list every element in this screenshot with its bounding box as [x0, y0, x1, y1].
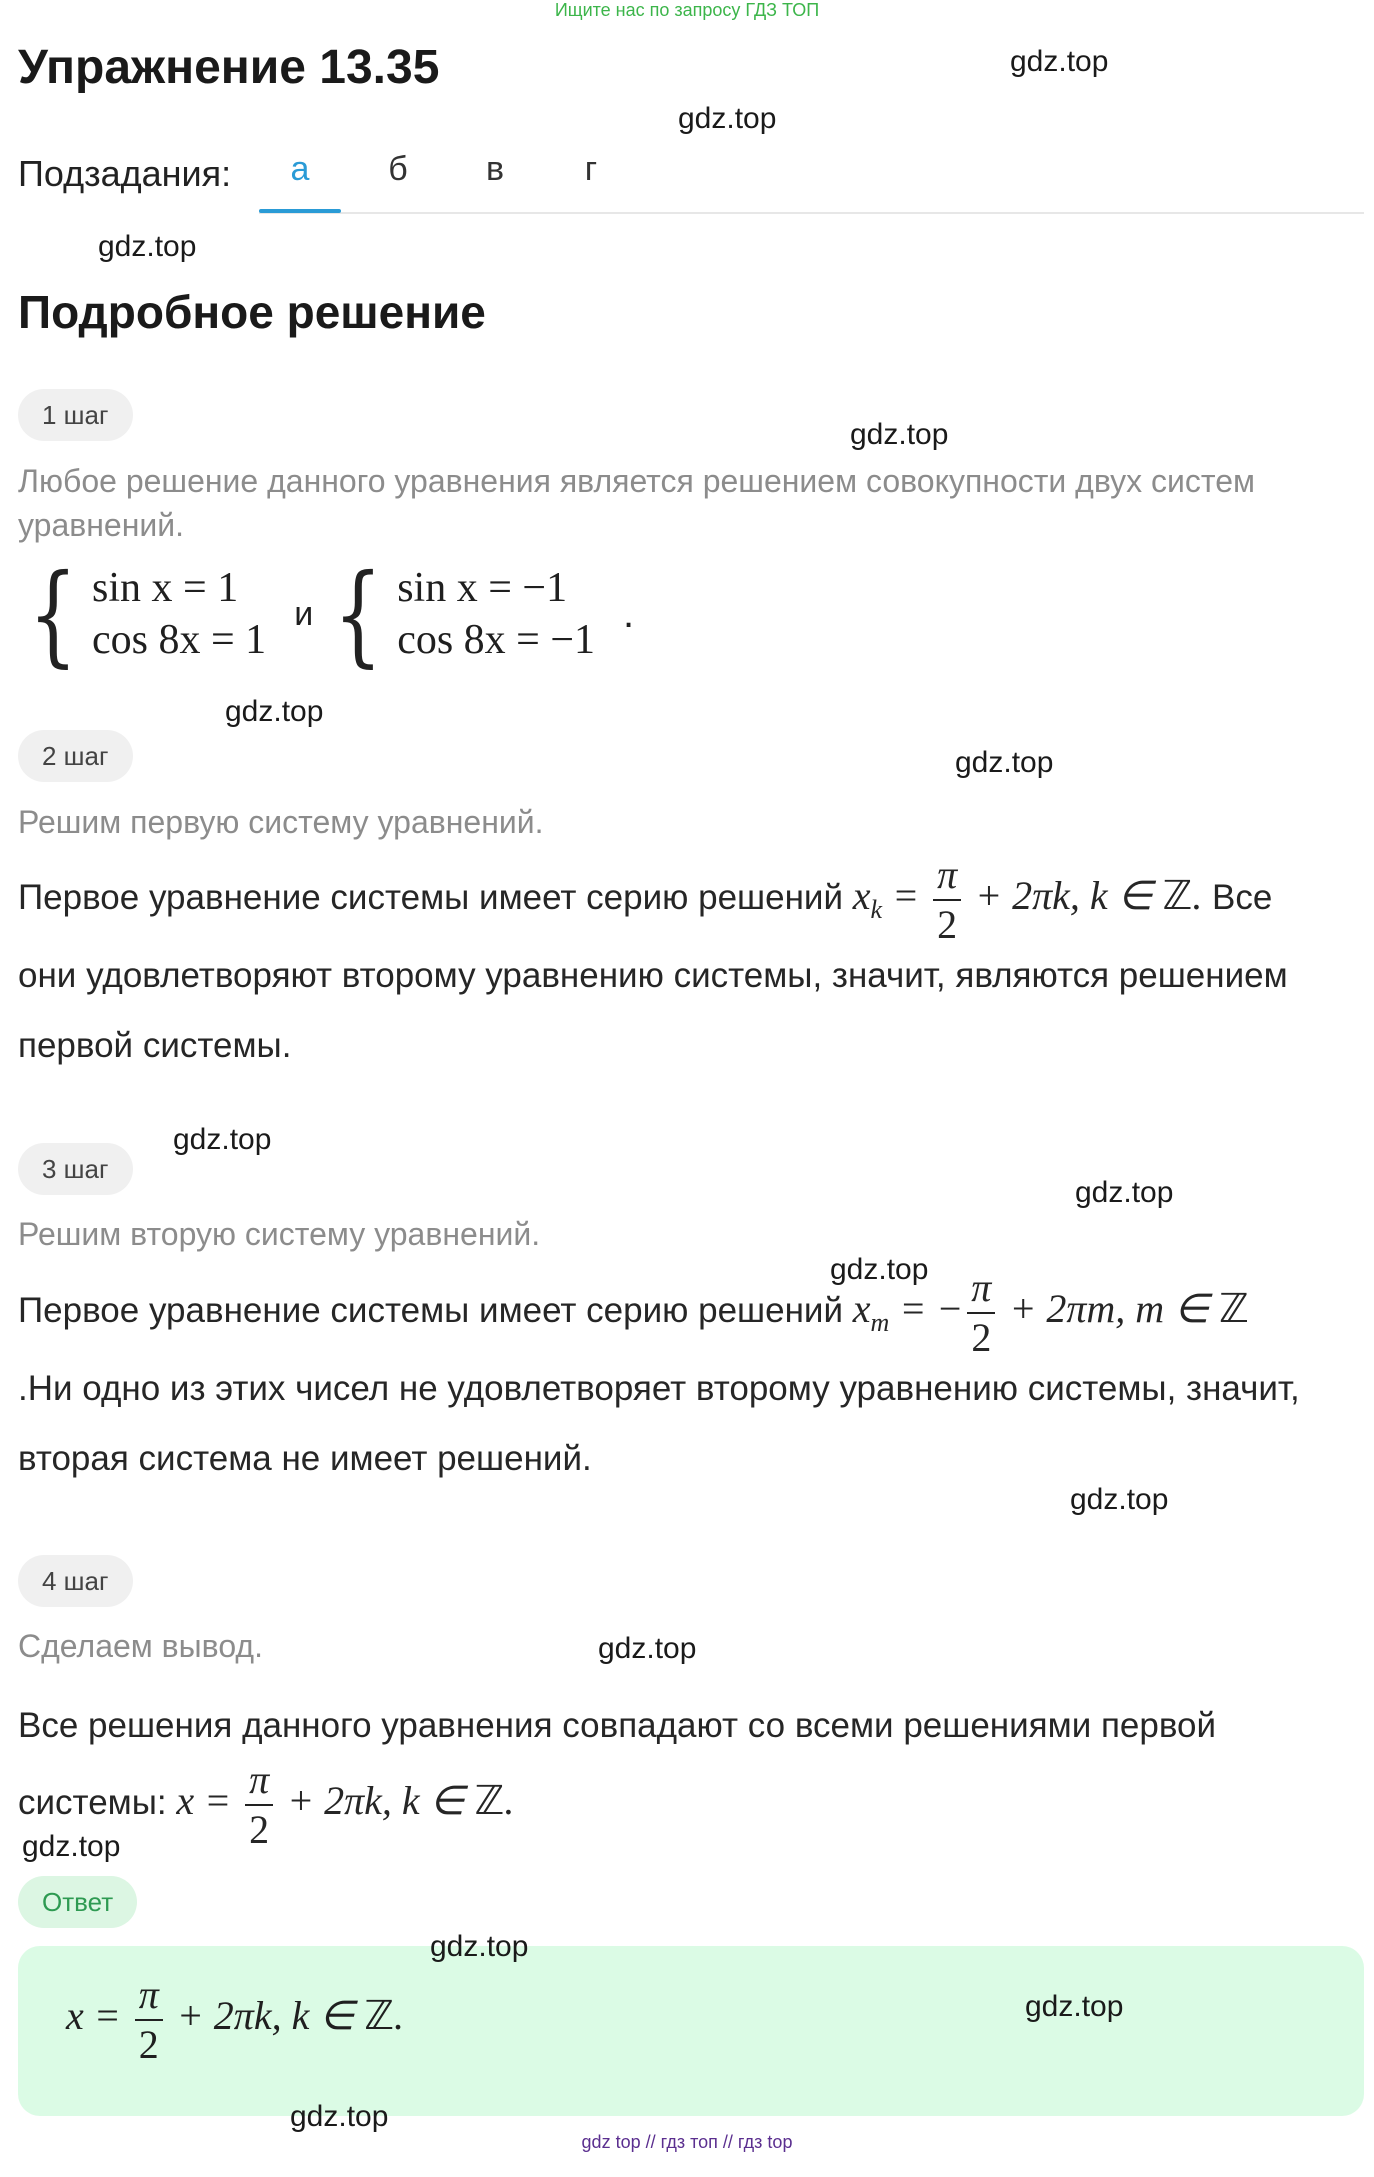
- step-1-description: Любое решение данного уравнения является решением совокупности двух систем уравнений.: [18, 463, 1255, 543]
- step-2-text: Первое уравнение системы имеет серию решений: [18, 878, 844, 918]
- subtasks-label: Подзадания:: [18, 153, 232, 194]
- step-3-badge: 3 шаг: [18, 1143, 133, 1195]
- watermark: gdz.top: [678, 102, 777, 135]
- step-2-line-2: они удовлетворяют второму уравнению системы, значит, являются решением: [18, 956, 1288, 995]
- step-4-text: системы:: [18, 1783, 167, 1823]
- system-2: [397, 564, 595, 664]
- top-banner: Ищите нас по запросу ГДЗ ТОП: [554, 0, 820, 20]
- watermark: gdz.top: [955, 746, 1054, 779]
- step-1-badge: 1 шаг: [18, 389, 133, 441]
- step-2-badge: 2 шаг: [18, 730, 133, 782]
- step-2-text-end: Все: [1212, 878, 1273, 918]
- system-1-eq-1: sin x = 1: [92, 565, 239, 611]
- step-4-description: Сделаем вывод.: [18, 1628, 263, 1664]
- watermark: gdz.top: [173, 1123, 272, 1156]
- system-2-eq-2: cos 8x = −1: [397, 617, 596, 663]
- step-2-description: Решим первую систему уравнений.: [18, 804, 544, 840]
- watermark: gdz.top: [290, 2100, 389, 2133]
- active-tab-indicator: [259, 209, 341, 213]
- watermark: gdz.top: [225, 695, 324, 728]
- system-2-eq-1: sin x = −1: [397, 565, 568, 611]
- step-4-formula: x = $\frac{\pi}{2}$ + 2πk, k ∈ ℤ.: [176, 1757, 515, 1852]
- tab-a[interactable]: а: [290, 150, 310, 188]
- answer-formula: x = $\frac{\pi}{2}$ + 2πk, k ∈ ℤ.: [66, 1972, 404, 2067]
- step-3-formula: $x_m$ = − $\frac{\pi}{2}$ + 2πm, m ∈ ℤ: [852, 1265, 1249, 1360]
- step-3-description: Решим вторую систему уравнений.: [18, 1216, 541, 1252]
- watermark: gdz.top: [850, 418, 949, 451]
- systems-end-period: .: [623, 591, 635, 636]
- equation-systems: [18, 550, 635, 678]
- answer-badge: Ответ: [18, 1876, 137, 1928]
- system-1: [92, 564, 266, 664]
- watermark: gdz.top: [98, 230, 197, 263]
- step-3-line-3: вторая система не имеет решений.: [18, 1439, 592, 1478]
- page-title: Упражнение 13.35: [18, 41, 440, 94]
- system-1-eq-2: cos 8x = 1: [92, 617, 267, 663]
- watermark: gdz.top: [1075, 1176, 1174, 1209]
- step-2-formula: $x_k$ = $\frac{\pi}{2}$ + 2πk, k ∈ ℤ.: [852, 852, 1203, 947]
- watermark: gdz.top: [430, 1930, 529, 1963]
- watermark: gdz.top: [1010, 45, 1109, 78]
- watermark: gdz.top: [22, 1830, 121, 1863]
- watermark: gdz.top: [1025, 1990, 1124, 2023]
- footer: gdz top // гдз топ // гдз top: [581, 2132, 793, 2152]
- step-3-text: Первое уравнение системы имеет серию решений: [18, 1291, 844, 1331]
- tab-g[interactable]: г: [584, 150, 598, 188]
- systems-connector: и: [294, 594, 314, 633]
- tab-b[interactable]: б: [388, 150, 408, 188]
- left-brace-icon: {: [28, 550, 78, 678]
- step-3-line-2: .Ни одно из этих чисел не удовлетворяет второму уравнению системы, значит,: [18, 1369, 1300, 1408]
- section-title: Подробное решение: [18, 286, 486, 338]
- step-4-badge: 4 шаг: [18, 1555, 133, 1607]
- step-2-line-1: [18, 852, 1358, 947]
- tab-v[interactable]: в: [485, 150, 505, 188]
- left-brace-icon: {: [333, 550, 383, 678]
- step-2-line-3: первой системы.: [18, 1026, 292, 1065]
- watermark: gdz.top: [598, 1632, 697, 1665]
- step-4-line-1: Все решения данного уравнения совпадают со всеми решениями первой: [18, 1706, 1217, 1745]
- watermark: gdz.top: [830, 1253, 929, 1286]
- step-3-line-1: [18, 1265, 1358, 1360]
- watermark: gdz.top: [1070, 1483, 1169, 1516]
- step-4-line-2: [18, 1757, 1358, 1852]
- tabs-divider: [259, 212, 1364, 214]
